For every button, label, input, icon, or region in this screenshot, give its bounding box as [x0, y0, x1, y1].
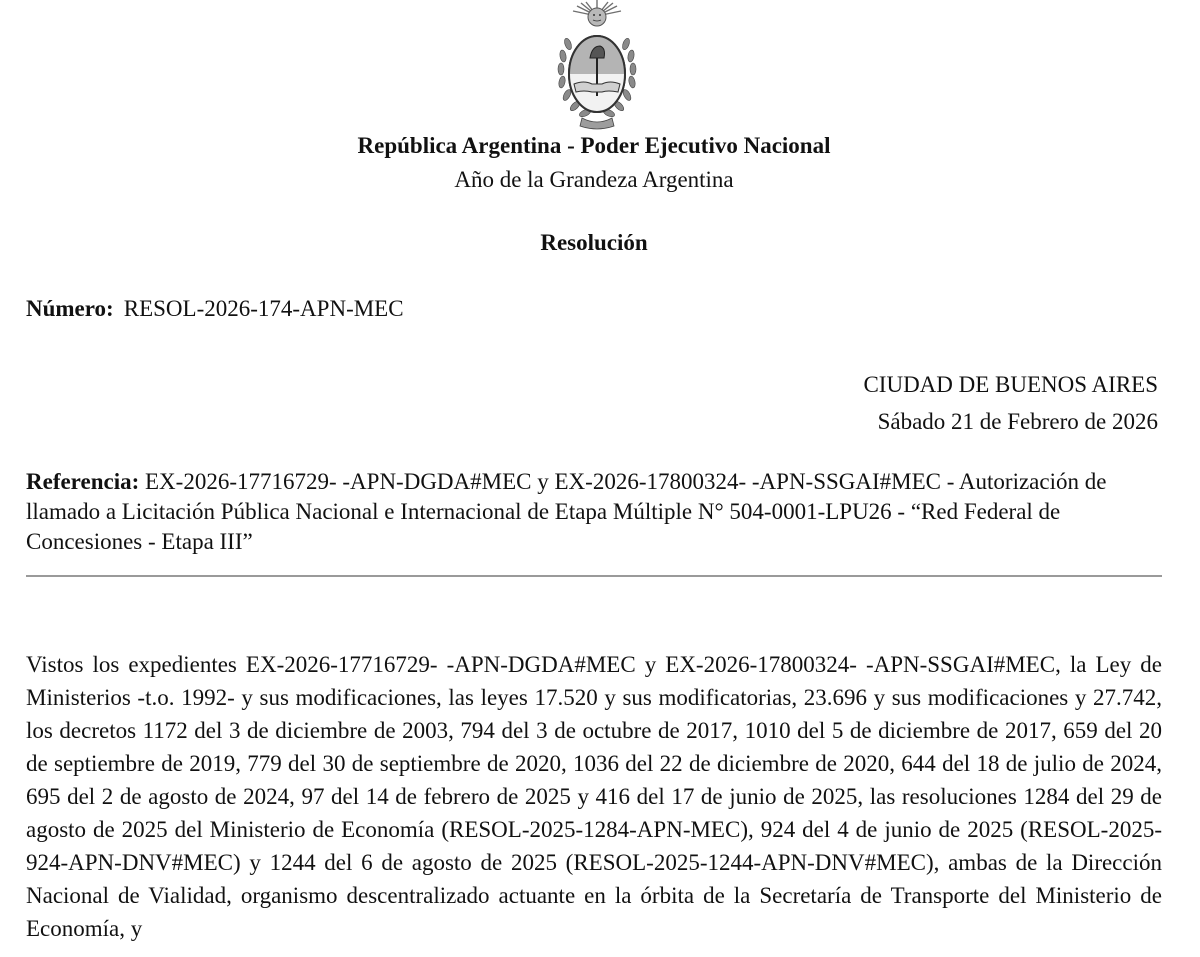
body-paragraph: Vistos los expedientes EX-2026-17716729- -APN-DGDA#MEC y EX-2026-17800324- -APN-SSGAI#MEC, la Ley de Ministerios -t.o. 1992- y sus modificaciones, las leyes 17.520 y sus modificatorias, 23.696 y sus modificaciones y 27.742, los decretos 1172 del 3 de diciembre de 2003, 794 del 3 de octubre de 2017, 1010 del 5 de diciembre de 2017, 659 del 20 de septiembre de 2019, 779 del 30 de septiembre de 2020, 1036 del 22 de diciembre de 2020, 644 del 18 de julio de 2024, 695 del 2 de agosto de 2024, 97 del 14 de febrero de 2025 y 416 del 17 de junio de 2025, las resoluciones 1284 del 29 de agosto de 2025 del Ministerio de Economía (RESOL-2025-1284-APN-MEC), 924 del 4 de junio de 2025 (RESOL-2025-924-APN-DNV#MEC) y 1244 del 6 de agosto de 2025 (RESOL-2025-1244-APN-DNV#MEC), ambas de la Dirección Nacional de Vialidad, organismo descentralizado actuante en la órbita de la Secretaría de Transporte del Ministerio de Economía, y [26, 652, 1162, 941]
header-title: República Argentina - Poder Ejecutivo Nacional [357, 133, 831, 158]
number-value: RESOL-2026-174-APN-MEC [123, 296, 404, 321]
reference-label: Referencia: [26, 469, 140, 494]
number-label: Número: [26, 296, 114, 321]
document-number [26, 296, 404, 322]
divider [26, 575, 1162, 577]
document-type: Resolución [540, 230, 648, 255]
year-motto: Año de la Grandeza Argentina [454, 167, 734, 192]
date: Sábado 21 de Febrero de 2026 [877, 409, 1158, 434]
city: CIUDAD DE BUENOS AIRES [863, 372, 1158, 397]
coat-of-arms-icon [548, 0, 646, 134]
reference-text: EX-2026-17716729- -APN-DGDA#MEC y EX-2026-17800324- -APN-SSGAI#MEC - Autorización de llamado a Licitación Pública Nacional e Internacional de Etapa Múltiple N° 504-0001-LPU26 - “Red Federal de Concesiones - Etapa III” [26, 469, 1107, 554]
reference-block [26, 467, 1176, 557]
place-date-block [863, 366, 1158, 440]
